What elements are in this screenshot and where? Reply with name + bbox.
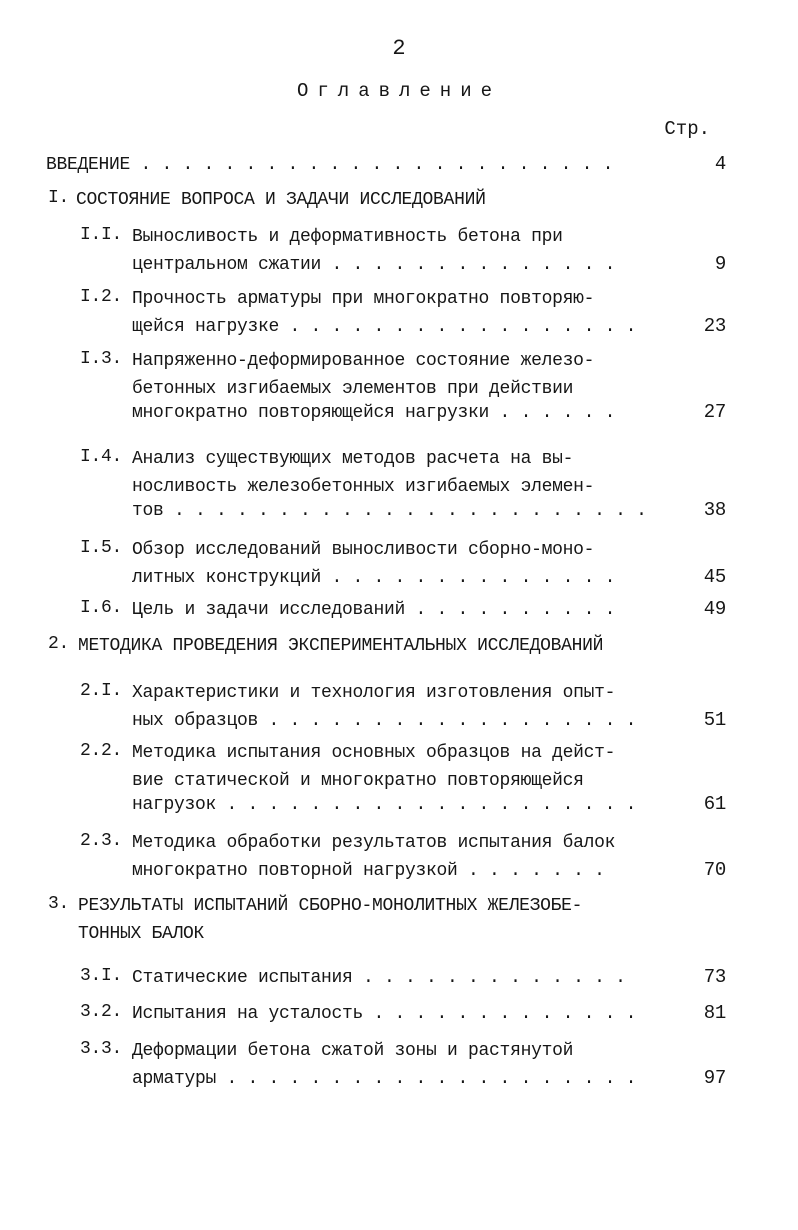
- toc-entry-number: I.2.: [80, 287, 123, 307]
- toc-entry-text-line: СОСТОЯНИЕ ВОПРОСА И ЗАДАЧИ ИССЛЕДОВАНИЙ: [76, 190, 486, 210]
- toc-entry-number: 3.I.: [80, 966, 123, 986]
- toc-entry-text-line: тов . . . . . . . . . . . . . . . . . . . . . . .: [132, 501, 647, 521]
- toc-entry-text-line: вие статической и многократно повторяющейся: [132, 771, 584, 791]
- toc-entry-number: I.: [48, 188, 70, 208]
- toc-entry-page: 49: [703, 598, 726, 620]
- toc-entry-text-line: РЕЗУЛЬТАТЫ ИСПЫТАНИЙ СБОРНО-МОНОЛИТНЫХ ЖЕЛЕЗОБЕ-: [78, 896, 583, 916]
- toc-entry-text-line: Деформации бетона сжатой зоны и растянутой: [132, 1041, 574, 1061]
- toc-entry-text-line: литных конструкций . . . . . . . . . . . . . .: [132, 568, 616, 588]
- toc-entry-page: 27: [703, 401, 726, 423]
- toc-entry-page: 51: [703, 709, 726, 731]
- toc-entry-number: 3.3.: [80, 1039, 123, 1059]
- toc-entry-number: 2.2.: [80, 741, 123, 761]
- toc-entry-text-line: ных образцов . . . . . . . . . . . . . . . . . .: [132, 711, 637, 731]
- toc-entry-text-line: Испытания на усталость . . . . . . . . . . . . .: [132, 1004, 637, 1024]
- toc-entry-text-line: Анализ существующих методов расчета на вы-: [132, 449, 574, 469]
- toc-entry-text-line: ТОННЫХ БАЛОК: [78, 924, 205, 944]
- toc-entry-page: 45: [703, 566, 726, 588]
- toc-title: Оглавление: [296, 80, 502, 102]
- toc-entry-number: 2.I.: [80, 681, 123, 701]
- toc-entry-page: 73: [703, 966, 726, 988]
- toc-entry-text-line: бетонных изгибаемых элементов при действии: [132, 379, 574, 399]
- toc-entry-text-line: центральном сжатии . . . . . . . . . . . . . .: [132, 255, 616, 275]
- toc-entry-page: 70: [703, 859, 726, 881]
- toc-entry-number: I.5.: [80, 538, 123, 558]
- toc-entry-text-line: Прочность арматуры при многократно повторяю-: [132, 289, 595, 309]
- toc-entry-number: I.6.: [80, 598, 123, 618]
- toc-entry-number: 2.: [48, 634, 70, 654]
- toc-entry-text-line: многократно повторяющейся нагрузки . . . . . .: [132, 403, 616, 423]
- toc-entry-text-line: Выносливость и деформативность бетона при: [132, 227, 563, 247]
- toc-entry-text-line: Цель и задачи исследований . . . . . . . . . .: [132, 600, 616, 620]
- toc-entry-text-line: МЕТОДИКА ПРОВЕДЕНИЯ ЭКСПЕРИМЕНТАЛЬНЫХ ИССЛЕДОВАНИЙ: [78, 636, 604, 656]
- toc-entry-text-line: носливость железобетонных изгибаемых элемен-: [132, 477, 595, 497]
- toc-entry-text-line: нагрузок . . . . . . . . . . . . . . . . . . . .: [132, 795, 637, 815]
- toc-entry-text-line: Напряженно-деформированное состояние железо-: [132, 351, 595, 371]
- toc-entry-text-line: Обзор исследований выносливости сборно-моно-: [132, 540, 595, 560]
- page-column-header: Стр.: [664, 118, 710, 140]
- toc-entry-page: 97: [703, 1067, 726, 1089]
- toc-entry-page: 23: [703, 315, 726, 337]
- toc-entry-text-line: ВВЕДЕНИЕ . . . . . . . . . . . . . . . . . . . . . . .: [46, 155, 614, 175]
- toc-entry-text-line: Методика обработки результатов испытания балок: [132, 833, 616, 853]
- toc-entry-text-line: щейся нагрузке . . . . . . . . . . . . . . . . .: [132, 317, 637, 337]
- toc-entry-number: 2.3.: [80, 831, 123, 851]
- toc-entry-text-line: арматуры . . . . . . . . . . . . . . . . . . . .: [132, 1069, 637, 1089]
- toc-entry-page: 81: [703, 1002, 726, 1024]
- toc-entry-number: I.3.: [80, 349, 123, 369]
- toc-entry-text-line: Характеристики и технология изготовления опыт-: [132, 683, 616, 703]
- toc-entry-text-line: Статические испытания . . . . . . . . . . . . .: [132, 968, 626, 988]
- toc-entry-page: 4: [714, 153, 726, 175]
- toc-entry-page: 9: [714, 253, 726, 275]
- toc-entry-page: 61: [703, 793, 726, 815]
- toc-entry-number: 3.2.: [80, 1002, 123, 1022]
- toc-entry-number: I.4.: [80, 447, 123, 467]
- toc-entry-text-line: многократно повторной нагрузкой . . . . . . .: [132, 861, 605, 881]
- page-number: 2: [392, 36, 406, 61]
- toc-entry-text-line: Методика испытания основных образцов на дейст-: [132, 743, 616, 763]
- toc-entry-number: 3.: [48, 894, 70, 914]
- toc-entry-number: I.I.: [80, 225, 123, 245]
- toc-entry-page: 38: [703, 499, 726, 521]
